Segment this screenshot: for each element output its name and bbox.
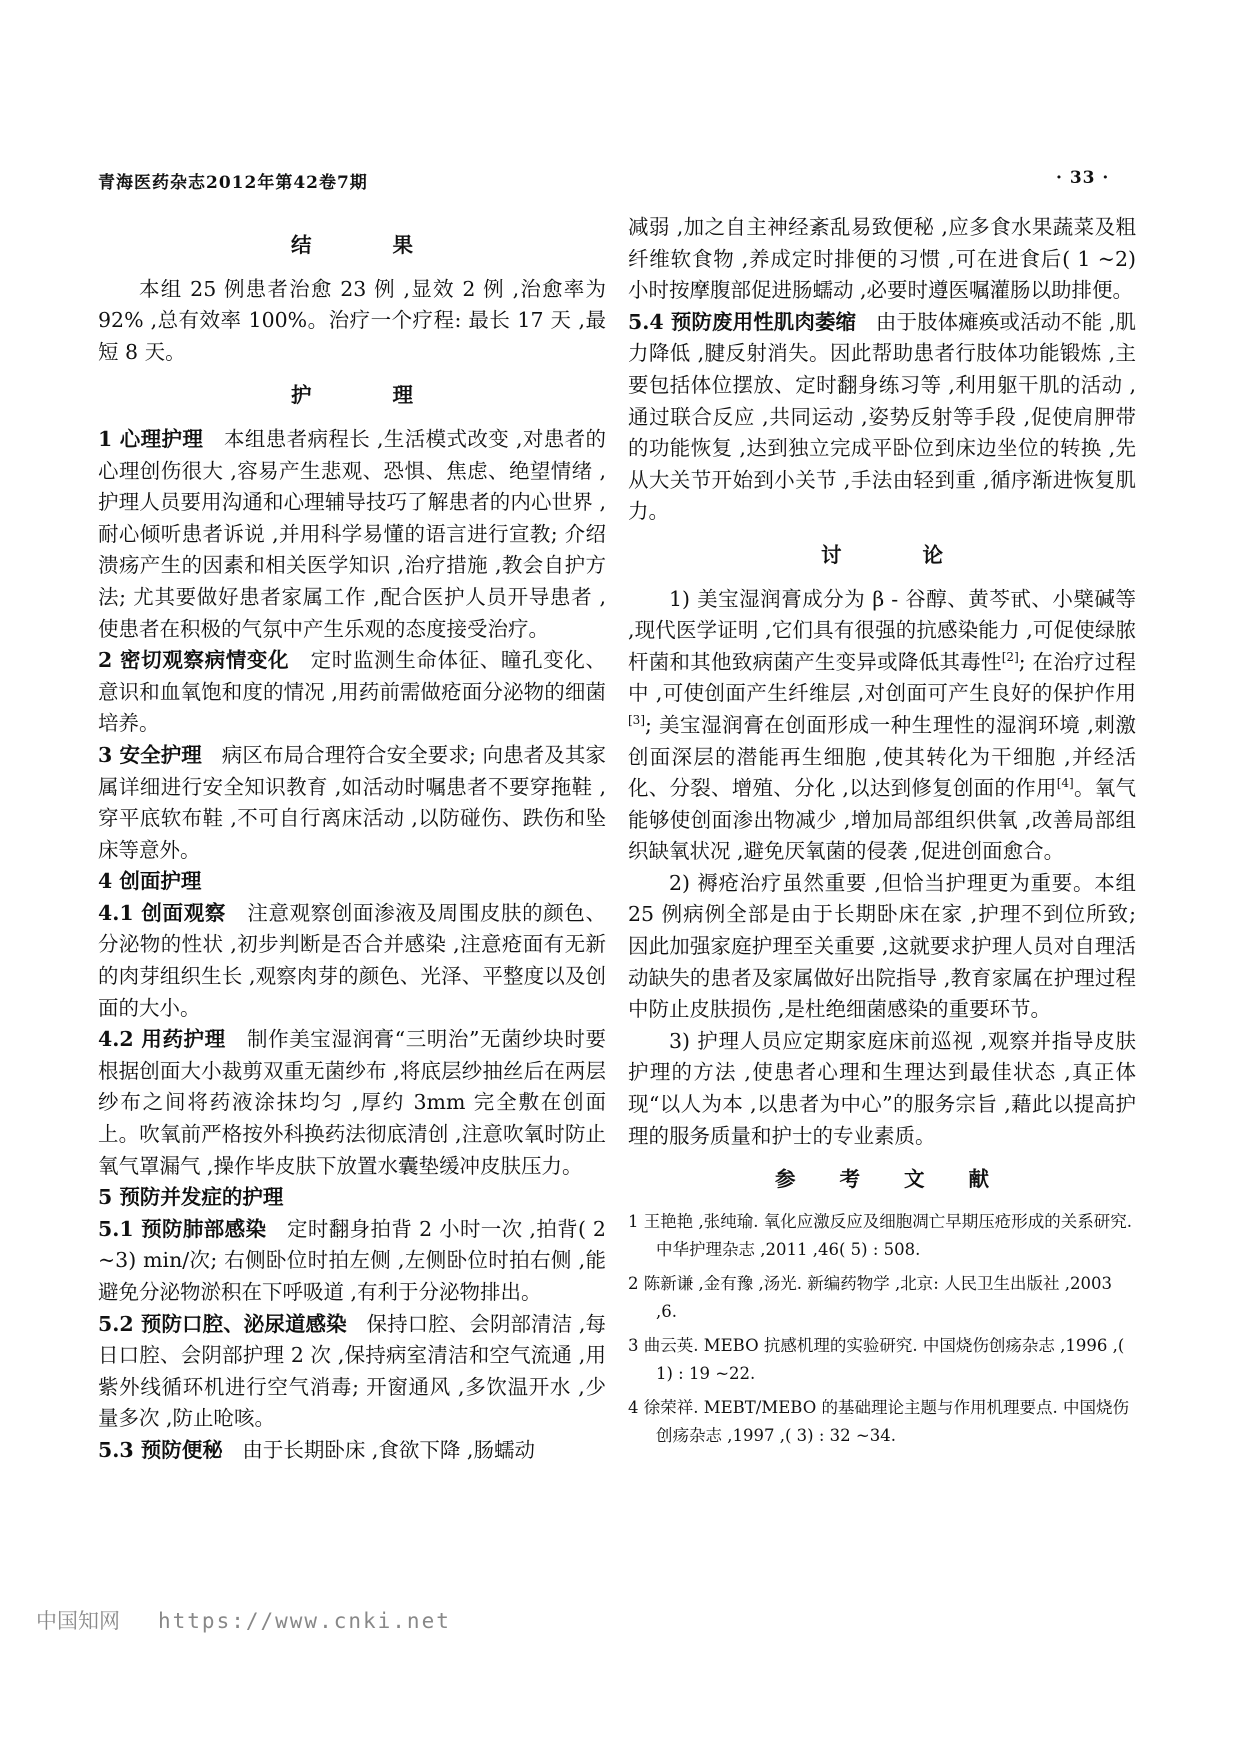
reference-item: 1 王艳艳 ,张纯瑜. 氧化应激反应及细胞凋亡早期压疮形成的关系研究. 中华护理杂志 ,2011 ,46( 5) : 508. [628,1211,1132,1259]
paragraph-5-1 [98,1214,606,1309]
discussion-1-part-d: 。氧气能够使创面渗出物减少 ,增加局部组织供氧 ,改善局部组织缺氧状况 ,避免厌氧菌的侵袭 ,促进创面愈合。 [628,776,1136,864]
discussion-paragraph-3: 3) 护理人员应定期家庭床前巡视 ,观察并指导皮肤护理的方法 ,使患者心理和生理达到最佳状态 ,真正体现“以人为本 ,以患者为中心”的服务宗旨 ,藉此以提高护理的服务质量和护士的专业素质。 [628,1028,1136,1148]
discussion-paragraph-2: 2) 褥疮治疗虽然重要 ,但恰当护理更为重要。本组 25 例病例全部是由于长期卧床在家 ,护理不到位所致; 因此加强家庭护理至关重要 ,这就要求护理人员对自理活动缺失的患者及家属做好出院指导 ,教育家属在护理过程中防止皮肤损伤 ,是杜绝细菌感染的重要环节。 [628,870,1136,1022]
discussion-paragraph-1 [628,584,1136,868]
right-column [628,212,1136,1456]
results-paragraph: 本组 25 例患者治愈 23 例 ,显效 2 例 ,治愈率为 92% ,总有效率 100%。治疗一个疗程: 最长 17 天 ,最短 8 天。 [98,276,606,364]
journal-header: 青海医药杂志2012年第42卷7期 [98,173,368,193]
paragraph-3-text: 病区布局合理符合安全要求; 向患者及其家属详细进行安全知识教育 ,如活动时嘱患者不要穿拖鞋 ,穿平底软布鞋 ,不可自行离床活动 ,以防碰伤、跌伤和坠床等意外。 [98,742,606,862]
subheading-5-3: 5.3 预防便秘 [98,1437,223,1462]
discussion-1-part-b: ; 在治疗过程中 ,可使创面产生纤维层 ,对创面可产生良好的保护作用 [628,649,1136,706]
subheading-3: 3 安全护理 [98,742,202,767]
paragraph-1 [98,424,606,645]
paragraph-4-1 [98,898,606,1024]
subheading-5-4: 5.4 预防废用性肌肉萎缩 [628,309,857,334]
subheading-4-1: 4.1 创面观察 [98,900,226,925]
brand-text: 中国知网 [36,1609,120,1633]
paragraph-1-text: 本组患者病程长 ,生活模式改变 ,对患者的心理创伤很大 ,容易产生悲观、恐惧、焦虑、绝望情绪 ,护理人员要用沟通和心理辅导技巧了解患者的内心世界 ,耐心倾听患者诉说 ,并用科学易懂的语言进行宣教; 介绍溃疡产生的因素和相关医学知识 ,治疗措施 ,教会自护方法; 尤其要做好患者家属工作 ,配合医护人员开导患者 ,使患者在积极的气氛中产生乐观的态度接受治疗。 [98,426,606,641]
subheading-2: 2 密切观察病情变化 [98,648,290,673]
subheading-5: 5 预防并发症的护理 [98,1185,284,1210]
paragraph-5-1-text: 定时翻身拍背 2 小时一次 ,拍背( 2 ~3) min/次; 右侧卧位时拍左侧 ,左侧卧位时拍右侧 ,能避免分泌物淤积在下呼吸道 ,有利于分泌物排出。 [98,1216,606,1304]
section-title-results: 结 果 [291,233,450,257]
paragraph-4-1-text: 注意观察创面渗液及周围皮肤的颜色、分泌物的性状 ,初步判断是否合并感染 ,注意疮面有无新的肉芽组织生长 ,观察肉芽的颜色、光泽、平整度以及创面的大小。 [98,900,606,1020]
reference-item: 2 陈新谦 ,金有豫 ,汤光. 新编药物学 ,北京: 人民卫生出版社 ,2003 ,6. [628,1273,1112,1321]
reference-item: 3 曲云英. MEBO 抗感机理的实验研究. 中国烧伤创疡杂志 ,1996 ,( 1) : 19 ~22. [628,1335,1125,1383]
section-title-discussion: 讨 论 [821,542,980,567]
paragraph-5-3-continued: 减弱 ,加之自主神经紊乱易致便秘 ,应多食水果蔬菜及粗纤维软食物 ,养成定时排便的习惯 ,可在进食后( 1 ~2) 小时按摩腹部促进肠蠕动 ,必要时遵医嘱灌肠以助排便。 [628,215,1136,303]
paragraph-4-2 [98,1024,606,1182]
source-url[interactable]: https://www.cnki.net [158,1609,451,1633]
paragraph-5-3-text: 由于长期卧床 ,食欲下降 ,肠蠕动 [242,1437,535,1462]
page-number: · 33 · [1056,168,1110,188]
paragraph-5-2-text: 保持口腔、会阴部清洁 ,每日口腔、会阴部护理 2 次 ,保持病室清洁和空气流通 ,用紫外线循环机进行空气消毒; 开窗通风 ,多饮温开水 ,少量多次 ,防止呛咳。 [98,1311,606,1431]
paragraph-2-text: 定时监测生命体征、瞳孔变化、意识和血氧饱和度的情况 ,用药前需做疮面分泌物的细菌培养。 [98,648,606,736]
section-title-references: 参 考 文 献 [774,1167,1008,1192]
paragraph-2 [98,645,606,740]
discussion-1-part-a: 1) 美宝湿润膏成分为 β - 谷醇、黄芩甙、小檗碱等 ,现代医学证明 ,它们具有很强的抗感染能力 ,可促使绿脓杆菌和其他致病菌产生变异或降低其毒性 [628,586,1136,674]
subheading-4-2: 4.2 用药护理 [98,1027,226,1052]
reference-list [628,1208,1136,1450]
subheading-1: 1 心理护理 [98,426,204,451]
citation-3: [3] [628,713,645,728]
citation-2: [2] [1001,649,1019,664]
section-title-nursing: 护 理 [291,383,450,408]
discussion-1-part-c: ; 美宝湿润膏在创面形成一种生理性的湿润环境 ,刺激创面深层的潜能再生细胞 ,使其转化为干细胞 ,并经活化、分裂、增殖、分化 ,以达到修复创面的作用 [628,712,1136,801]
subheading-5-2: 5.2 预防口腔、泌尿道感染 [98,1311,347,1336]
paragraph-5-4 [628,307,1136,528]
paragraph-5-3 [98,1435,606,1467]
reference-item: 4 徐荣祥. MEBT/MEBO 的基础理论主题与作用机理要点. 中国烧伤创疡杂志 ,1997 ,( 3) : 32 ~34. [628,1397,1129,1445]
subheading-4: 4 创面护理 [98,869,202,894]
paragraph-3 [98,740,606,866]
left-column [98,218,606,1467]
paragraph-5-4-text: 由于肢体瘫痪或活动不能 ,肌力降低 ,腱反射消失。因此帮助患者行肢体功能锻炼 ,主要包括体位摆放、定时翻身练习等 ,利用躯干肌的活动 ,通过联合反应 ,共同运动 ,姿势反射等手段 ,促使肩胛带的功能恢复 ,达到独立完成平卧位到床边坐位的转换 ,先从大关节开始到小关节 ,手法由轻到重 ,循序渐进恢复肌力。 [628,309,1136,524]
paragraph-4-2-text: 制作美宝湿润膏“三明治”无菌纱块时要根据创面大小裁剪双重无菌纱布 ,将底层纱抽丝后在两层纱布之间将药液涂抹均匀 ,厚约 3mm 完全敷在创面上。吹氧前严格按外科换药法彻底清创 ,注意吹氧时防止氧气罩漏气 ,操作毕皮肤下放置水囊垫缓冲皮肤压力。 [98,1027,606,1178]
paragraph-5-2 [98,1309,606,1435]
watermark-footer [36,1605,451,1635]
subheading-5-1: 5.1 预防肺部感染 [98,1216,267,1241]
citation-4: [4] [1056,776,1074,791]
